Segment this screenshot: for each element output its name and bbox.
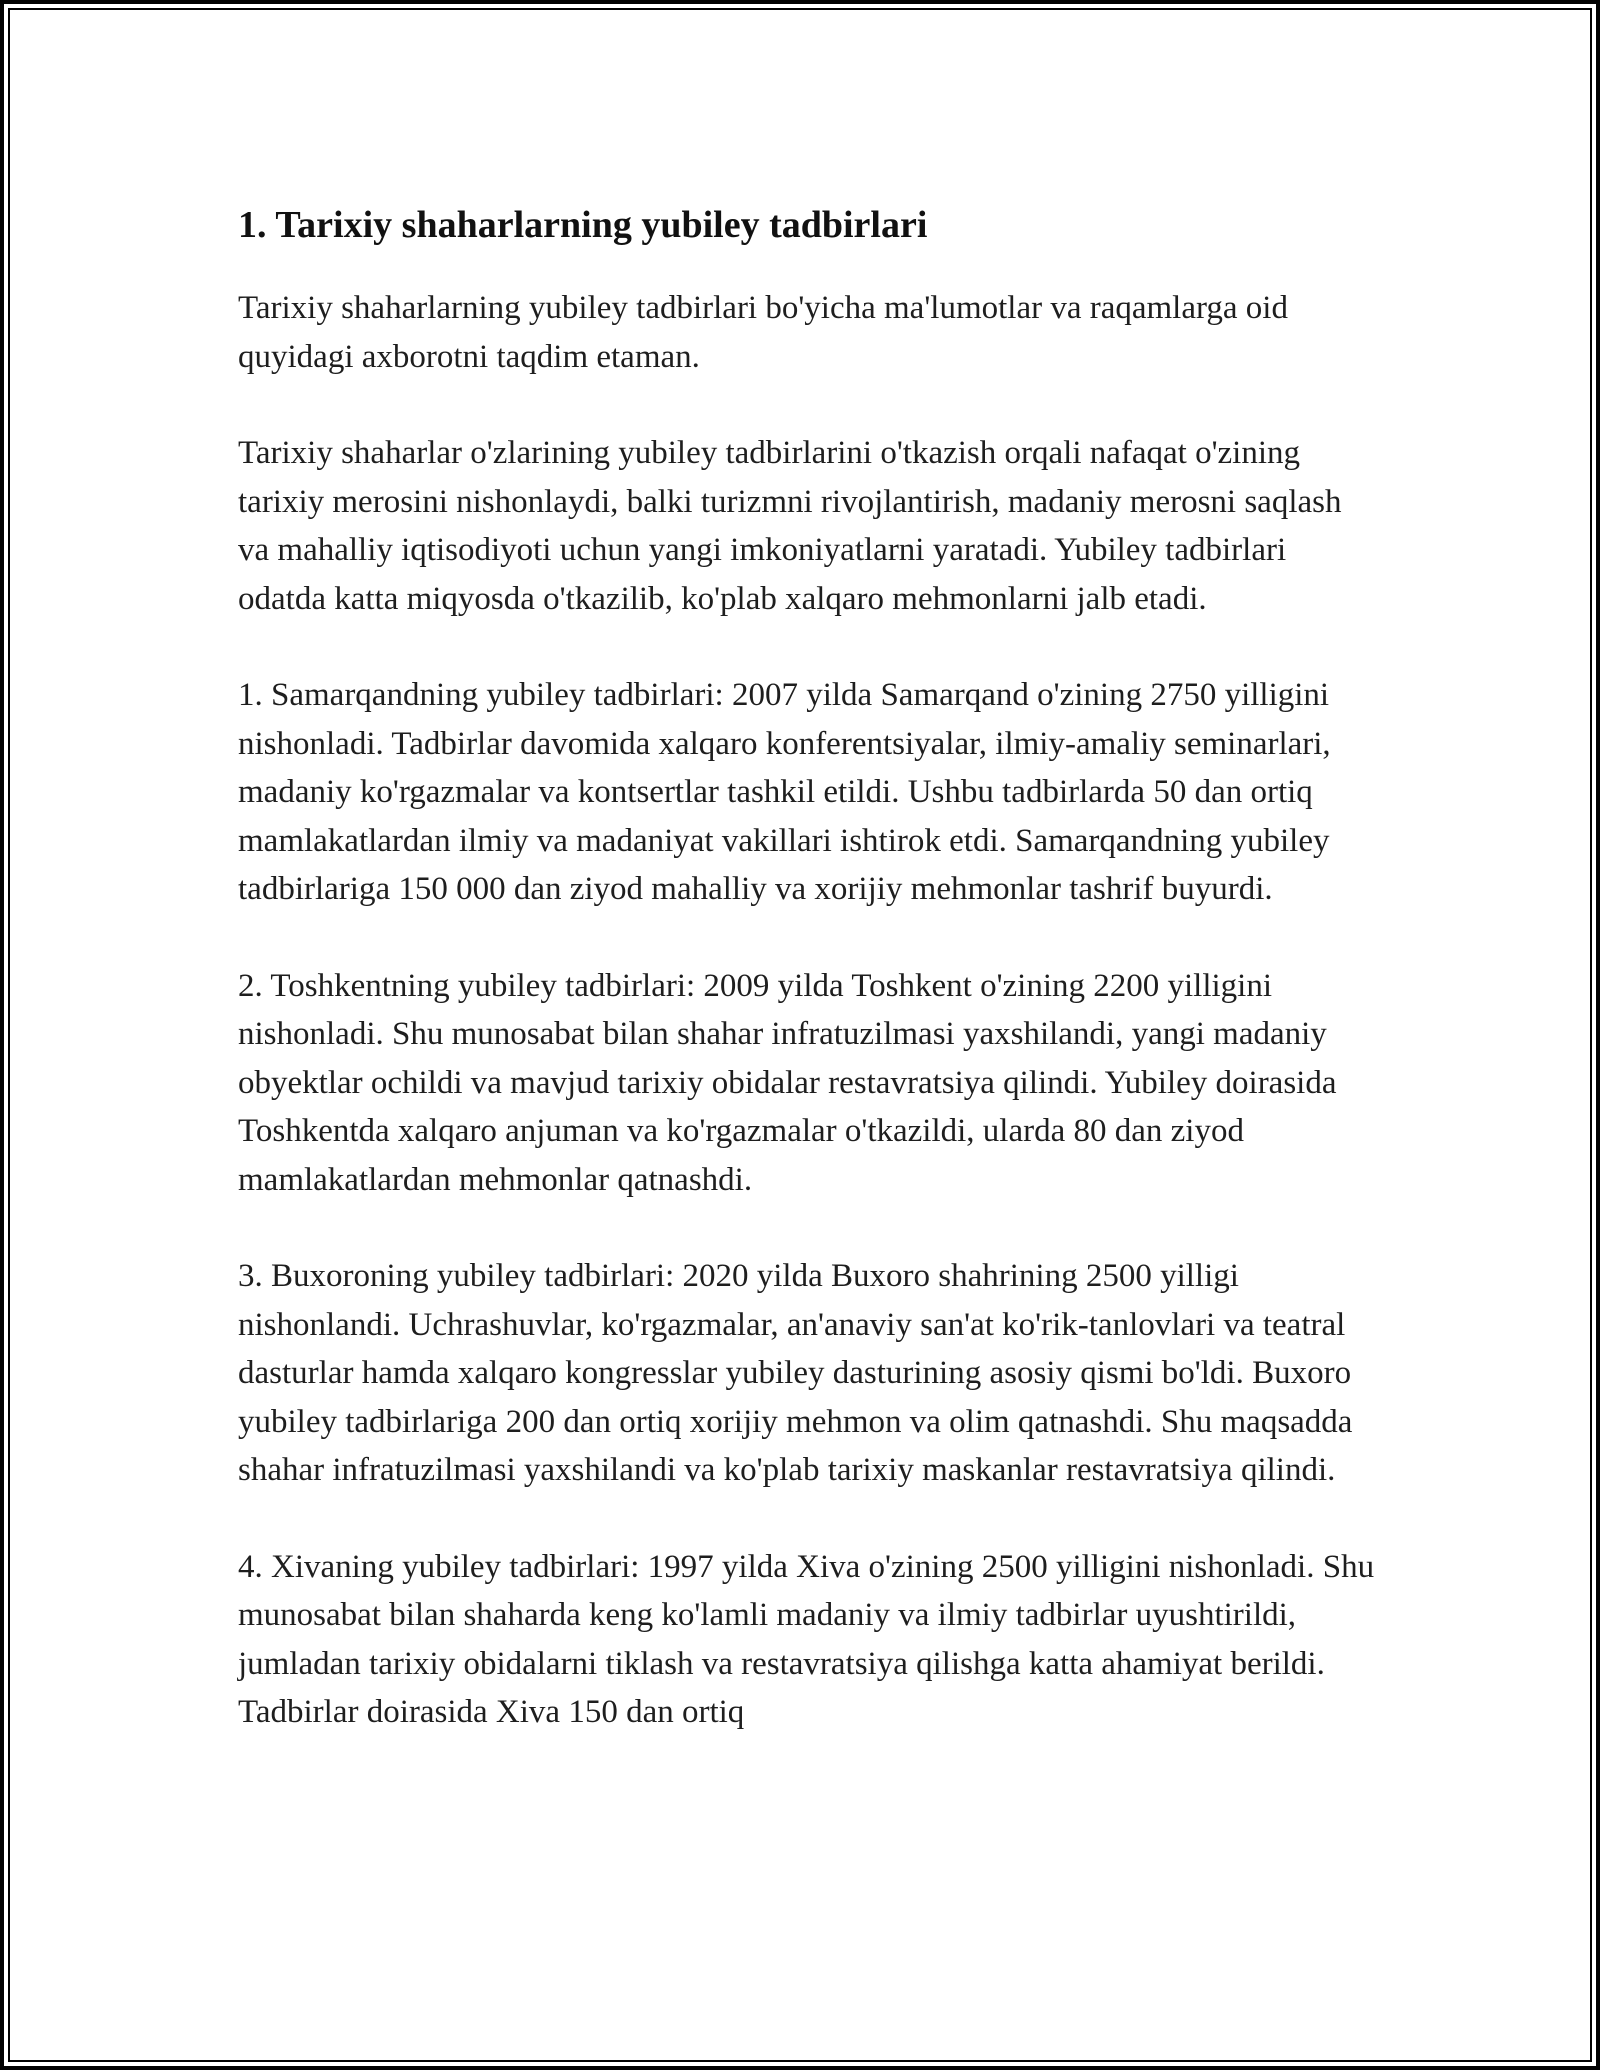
document-title: 1. Tarixiy shaharlarning yubiley tadbirlari [238, 204, 928, 246]
buxoro-paragraph: 3. Buxoroning yubiley tadbirlari: 2020 yilda Buxoro shahrining 2500 yilligi nishonlandi. Uchrashuvlar, ko'rgazmalar, an'anaviy san'at ko'rik-tanlovlari va teatral dasturlar hamda xalqaro kongresslar yubiley dasturining asosiy qismi bo'ldi. Buxoro yubiley tadbirlariga 200 dan ortiq xorijiy mehmon va olim qatnashdi. Shu maqsadda shahar infratuzilmasi yaxshilandi va ko'plab tarixiy maskanlar restavratsiya qilindi. [238, 1258, 1353, 1488]
overview-paragraph: Tarixiy shaharlar o'zlarining yubiley tadbirlarini o'tkazish orqali nafaqat o'zining tarixiy merosini nishonlaydi, balki turizmni rivojlantirish, madaniy merosni saqlash va mahalliy iqtisodiyoti uchun yangi imkoniyatlarni yaratadi. Yubiley tadbirlari odatda katta miqyosda o'tkazilib, ko'plab xalqaro mehmonlarni jalb etadi. [238, 435, 1342, 617]
toshkent-paragraph: 2. Toshkentning yubiley tadbirlari: 2009 yilda Toshkent o'zining 2200 yilligini nishonladi. Shu munosabat bilan shahar infratuzilmasi yaxshilandi, yangi madaniy obyektlar ochildi va mavjud tarixiy obidalar restavratsiya qilindi. Yubiley doirasida Toshkentda xalqaro anjuman va ko'rgazmalar o'tkazildi, ularda 80 dan ziyod mamlakatlardan mehmonlar qatnashdi. [238, 967, 1337, 1198]
intro-paragraph: Tarixiy shaharlarning yubiley tadbirlari bo'yicha ma'lumotlar va raqamlarga oid quyidagi axborotni taqdim etaman. [238, 290, 1288, 375]
page-border-inner [8, 8, 1592, 2062]
xiva-paragraph: 4. Xivaning yubiley tadbirlari: 1997 yilda Xiva o'zining 2500 yilligini nishonladi. Shu munosabat bilan shaharda keng ko'lamli madaniy va ilmiy tadbirlar uyushtirildi, jumladan tarixiy obidalarni tiklash va restavratsiya qilishga katta ahamiyat berildi. Tadbirlar doirasida Xiva 150 dan ortiq [238, 1548, 1375, 1730]
document-body [238, 198, 1378, 1737]
samarqand-paragraph: 1. Samarqandning yubiley tadbirlari: 2007 yilda Samarqand o'zining 2750 yilligini nishonladi. Tadbirlar davomida xalqaro konferentsiyalar, ilmiy-amaliy seminarlari, madaniy ko'rgazmalar va kontsertlar tashkil etildi. Ushbu tadbirlarda 50 dan ortiq mamlakatlardan ilmiy va madaniyat vakillari ishtirok etdi. Samarqandning yubiley tadbirlariga 150 000 dan ziyod mahalliy va xorijiy mehmonlar tashrif buyurdi. [238, 677, 1331, 907]
